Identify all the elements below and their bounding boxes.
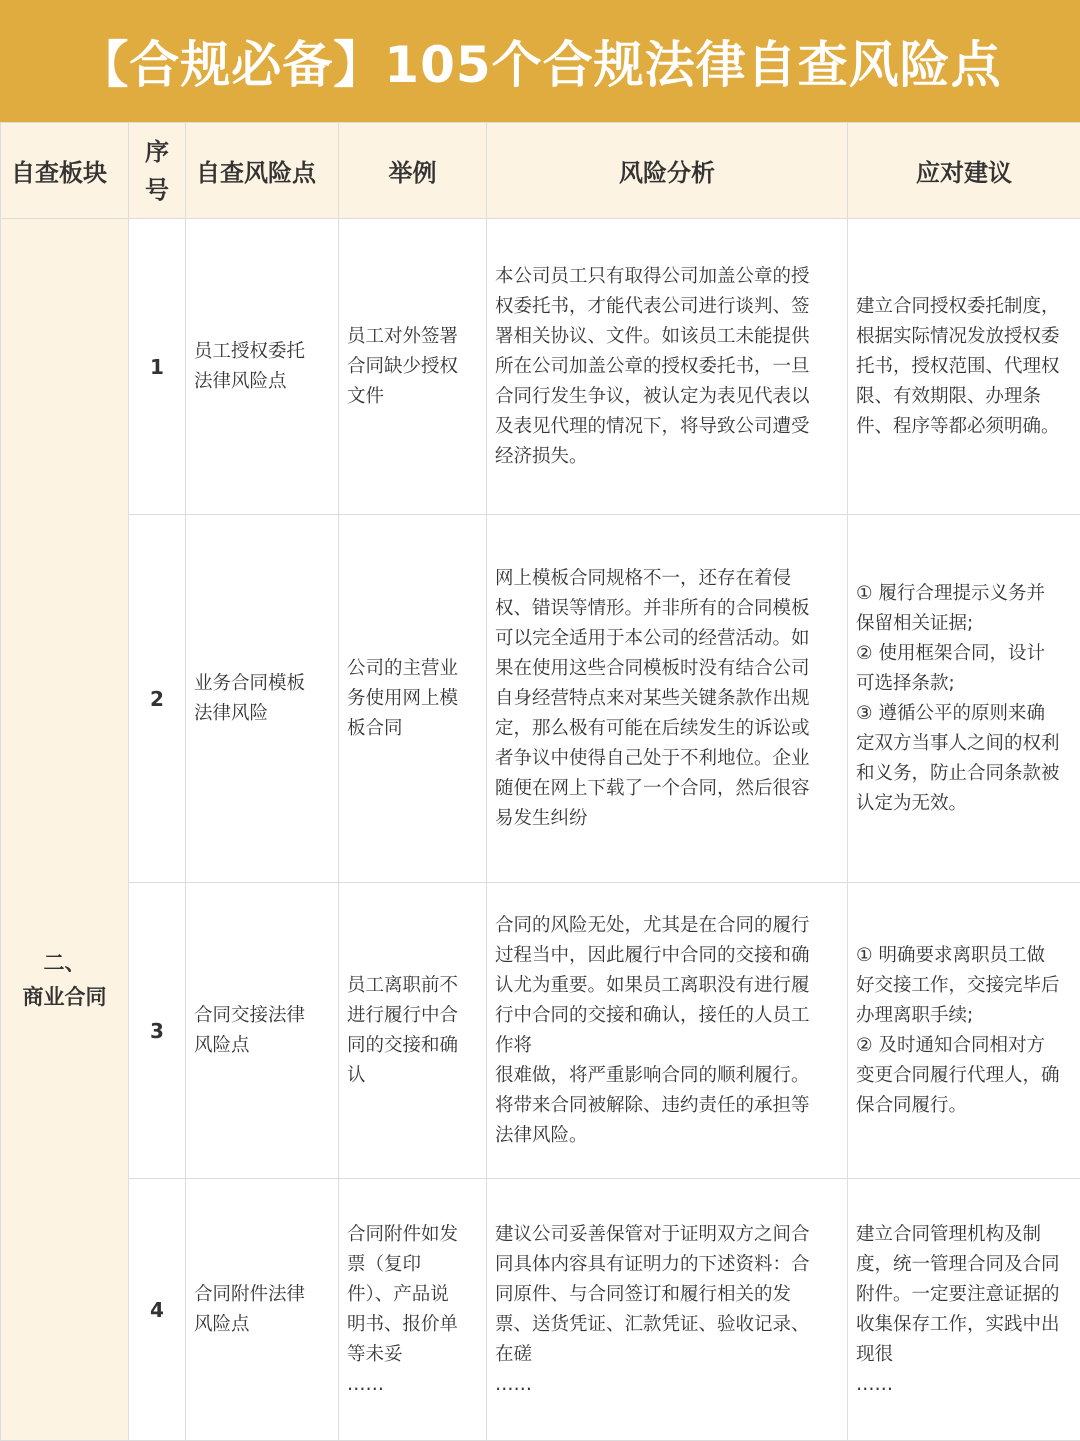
row-number: 4: [129, 1179, 186, 1441]
header-row: [1, 123, 1080, 219]
risk-point: 业务合同模板 法律风险: [186, 515, 339, 883]
analysis: 合同的风险无处，尤其是在合同的履行 过程当中，因此履行中合同的交接和确 认尤为重要。如果员工离职没有进行履 行中合同的交接和确认，接任的人员工 作将 很难做，将严重影响合同的顺利履行。 将带来合同被解除、违约责任的承担等 法律风险。: [487, 883, 848, 1179]
table-row: [1, 515, 1080, 883]
example: 员工离职前不 进行履行中合 同的交接和确 认: [339, 883, 487, 1179]
risk-point: 合同交接法律 风险点: [186, 883, 339, 1179]
table-row: [1, 1179, 1080, 1441]
title-banner: [0, 0, 1080, 122]
analysis: 网上模板合同规格不一，还存在着侵 权、错误等情形。并非所有的合同模板 可以完全适用于本公司的经营活动。如 果在使用这些合同模板时没有结合公司 自身经营特点来对某些关键条款作出规 定，那么极有可能在后续发生的诉讼或 者争议中使得自己处于不利地位。企业 随便在网上下载了一个合同，然后很容 易发生纠纷: [487, 515, 848, 883]
header-analysis: 风险分析: [487, 123, 848, 219]
header-example: 举例: [339, 123, 487, 219]
header-section: 自查板块: [1, 123, 129, 219]
header-number: 序 号: [129, 123, 186, 219]
advice: ① 明确要求离职员工做 好交接工作，交接完毕后 办理离职手续; ② 及时通知合同相对方 变更合同履行代理人，确 保合同履行。: [848, 883, 1080, 1179]
header-advice: 应对建议: [848, 123, 1080, 219]
advice: 建立合同授权委托制度， 根据实际情况发放授权委 托书，授权范围、代理权 限、有效期限、办理条 件、程序等都必须明确。: [848, 219, 1080, 515]
risk-table: [0, 122, 1080, 1441]
table-row: [1, 219, 1080, 515]
table-row: [1, 883, 1080, 1179]
analysis: 建议公司妥善保管对于证明双方之间合 同具体内容具有证明力的下述资料：合 同原件、与合同签订和履行相关的发 票、送货凭证、汇款凭证、验收记录、 在磋 ……: [487, 1179, 848, 1441]
page-title: 【合规必备】105个合规法律自查风险点: [78, 25, 1001, 97]
row-number: 3: [129, 883, 186, 1179]
example: 公司的主营业 务使用网上模 板合同: [339, 515, 487, 883]
section-cell: 二、 商业合同: [1, 219, 129, 1441]
risk-point: 员工授权委托 法律风险点: [186, 219, 339, 515]
example: 合同附件如发 票（复印 件）、产品说 明书、报价单 等未妥 ……: [339, 1179, 487, 1441]
row-number: 1: [129, 219, 186, 515]
example: 员工对外签署 合同缺少授权 文件: [339, 219, 487, 515]
advice: 建立合同管理机构及制 度，统一管理合同及合同 附件。一定要注意证据的 收集保存工作，实践中出 现很 ……: [848, 1179, 1080, 1441]
analysis: 本公司员工只有取得公司加盖公章的授 权委托书，才能代表公司进行谈判、签 署相关协议、文件。如该员工未能提供 所在公司加盖公章的授权委托书，一旦 合同行发生争议，被认定为表见代表以 及表见代理的情况下，将导致公司遭受 经济损失。: [487, 219, 848, 515]
row-number: 2: [129, 515, 186, 883]
risk-point: 合同附件法律 风险点: [186, 1179, 339, 1441]
header-risk-point: 自查风险点: [186, 123, 339, 219]
advice: ① 履行合理提示义务并 保留相关证据; ② 使用框架合同，设计 可选择条款; ③ 遵循公平的原则来确 定双方当事人之间的权利 和义务，防止合同条款被 认定为无效。: [848, 515, 1080, 883]
